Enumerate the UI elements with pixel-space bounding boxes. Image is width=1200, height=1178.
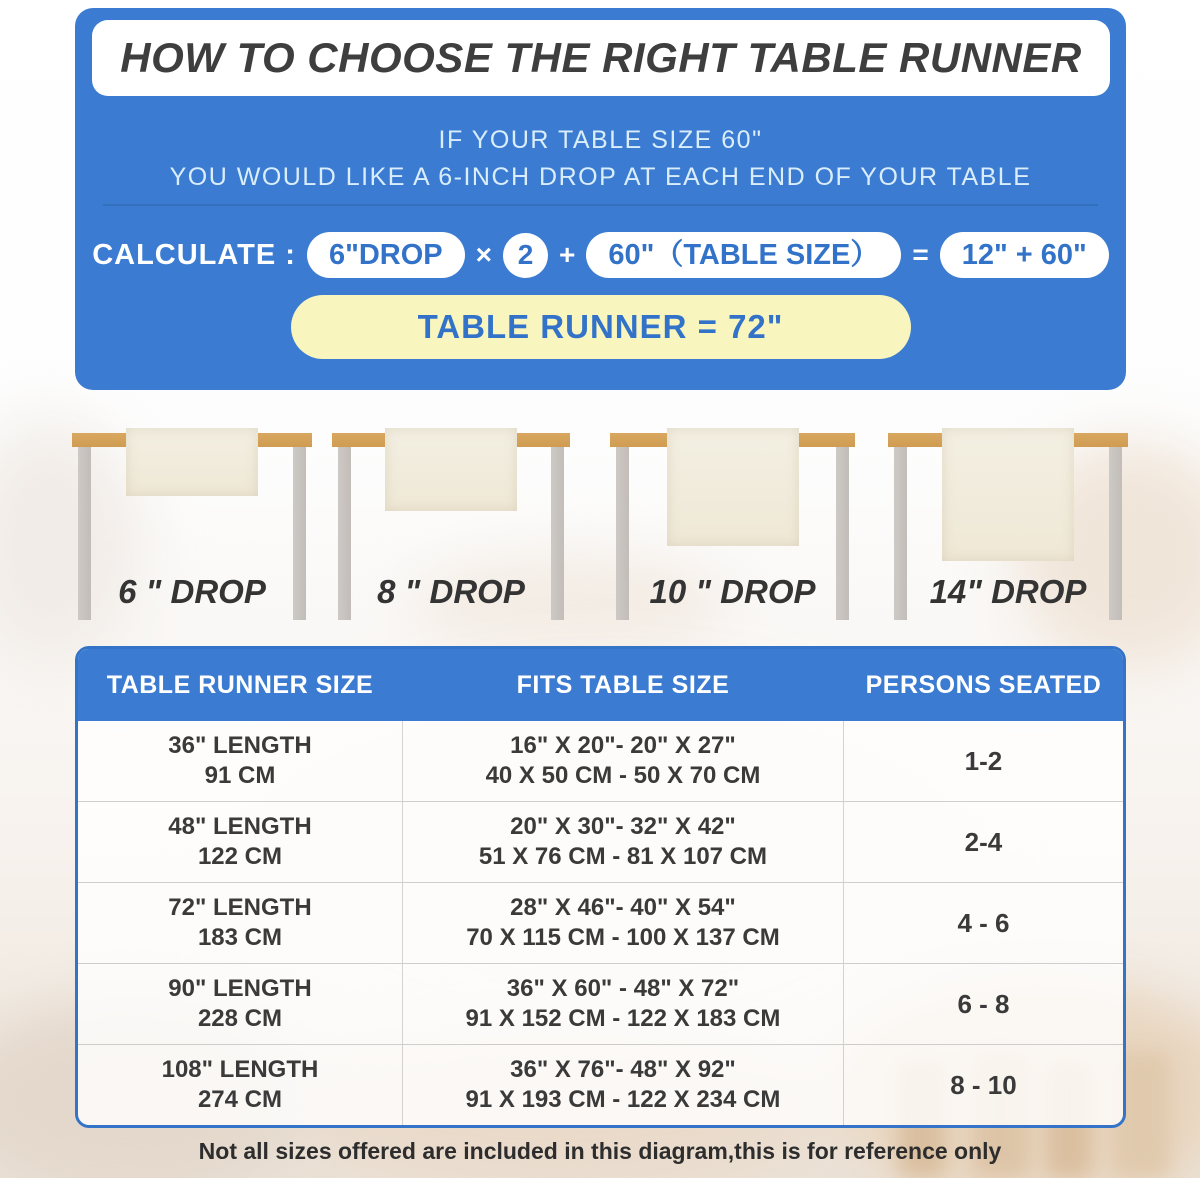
column-header-runner-size: TABLE RUNNER SIZE [106, 670, 374, 699]
runner-graphic [385, 428, 517, 511]
banner-divider [103, 204, 1098, 206]
drop-label: 6 " DROP [118, 573, 266, 610]
equals-sign: = [912, 239, 929, 270]
column-header-persons: PERSONS SEATED [865, 670, 1102, 699]
size-table-header [78, 649, 1123, 721]
subtitle-line1: IF YOUR TABLE SIZE 60" [438, 126, 763, 154]
size-reference-table [75, 646, 1126, 1128]
size-table-body [78, 721, 1123, 1125]
persons-cell: 6 - 8 [957, 989, 1010, 1019]
table-row [78, 963, 1123, 1044]
runner-graphic [942, 428, 1074, 561]
multiplier-circle: 2 [503, 233, 548, 278]
fits-size-cell: 28" X 46"- 40" X 54" 70 X 115 CM - 100 X 137 CM [402, 883, 844, 963]
runner-size-cell: 36" LENGTH 91 CM [168, 732, 312, 789]
runner-graphic [126, 428, 258, 496]
drop-value-pill: 6"DROP [307, 232, 465, 278]
hero-banner [75, 8, 1126, 390]
sum-pill: 12" + 60" [940, 232, 1109, 278]
persons-cell: 4 - 6 [957, 908, 1010, 938]
calculate-label: CALCULATE : [92, 238, 296, 271]
footnote: Not all sizes offered are included in this diagram,this is for reference only [198, 1138, 1002, 1164]
table-row [78, 1044, 1123, 1125]
runner-graphic [667, 428, 799, 546]
drop-figure-6in [72, 425, 312, 640]
multiply-sign: × [475, 239, 492, 270]
fits-size-cell: 20" X 30"- 32" X 42" 51 X 76 CM - 81 X 107 CM [402, 802, 844, 882]
runner-size-cell: 108" LENGTH 274 CM [161, 1056, 319, 1113]
drop-illustrations [0, 425, 1200, 640]
fits-size-cell: 16" X 20"- 20" X 27" 40 X 50 CM - 50 X 70 CM [402, 721, 844, 801]
persons-cell: 8 - 10 [950, 1070, 1017, 1100]
runner-size-cell: 48" LENGTH 122 CM [168, 813, 312, 870]
column-header-fits-size: FITS TABLE SIZE [516, 670, 730, 699]
title-box [92, 20, 1110, 96]
table-row [78, 721, 1123, 801]
fits-size-cell: 36" X 76"- 48" X 92" 91 X 193 CM - 122 X 234 CM [402, 1045, 844, 1125]
drop-label: 14" DROP [929, 573, 1087, 610]
calculation-row [75, 232, 1126, 278]
drop-figure-14in [888, 425, 1128, 640]
fits-size-cell: 36" X 60" - 48" X 72" 91 X 152 CM - 122 X 183 CM [402, 964, 844, 1044]
drop-figure-8in [332, 425, 570, 640]
drop-label: 10 " DROP [649, 573, 816, 610]
persons-cell: 2-4 [964, 827, 1003, 857]
page-title: HOW TO CHOOSE THE RIGHT TABLE RUNNER [120, 34, 1082, 81]
table-row [78, 801, 1123, 882]
drop-figure-10in [610, 425, 855, 640]
persons-cell: 1-2 [964, 746, 1003, 776]
runner-size-cell: 72" LENGTH 183 CM [168, 894, 312, 951]
subtitle-line2: YOU WOULD LIKE A 6-INCH DROP AT EACH END OF YOUR TABLE [169, 163, 1032, 191]
table-size-pill: 60"（TABLE SIZE） [586, 232, 901, 278]
runner-size-cell: 90" LENGTH 228 CM [168, 975, 312, 1032]
drop-label: 8 " DROP [377, 573, 525, 610]
table-row [78, 882, 1123, 963]
runner-result-pill: TABLE RUNNER = 72" [291, 295, 911, 359]
plus-sign: + [558, 239, 576, 270]
